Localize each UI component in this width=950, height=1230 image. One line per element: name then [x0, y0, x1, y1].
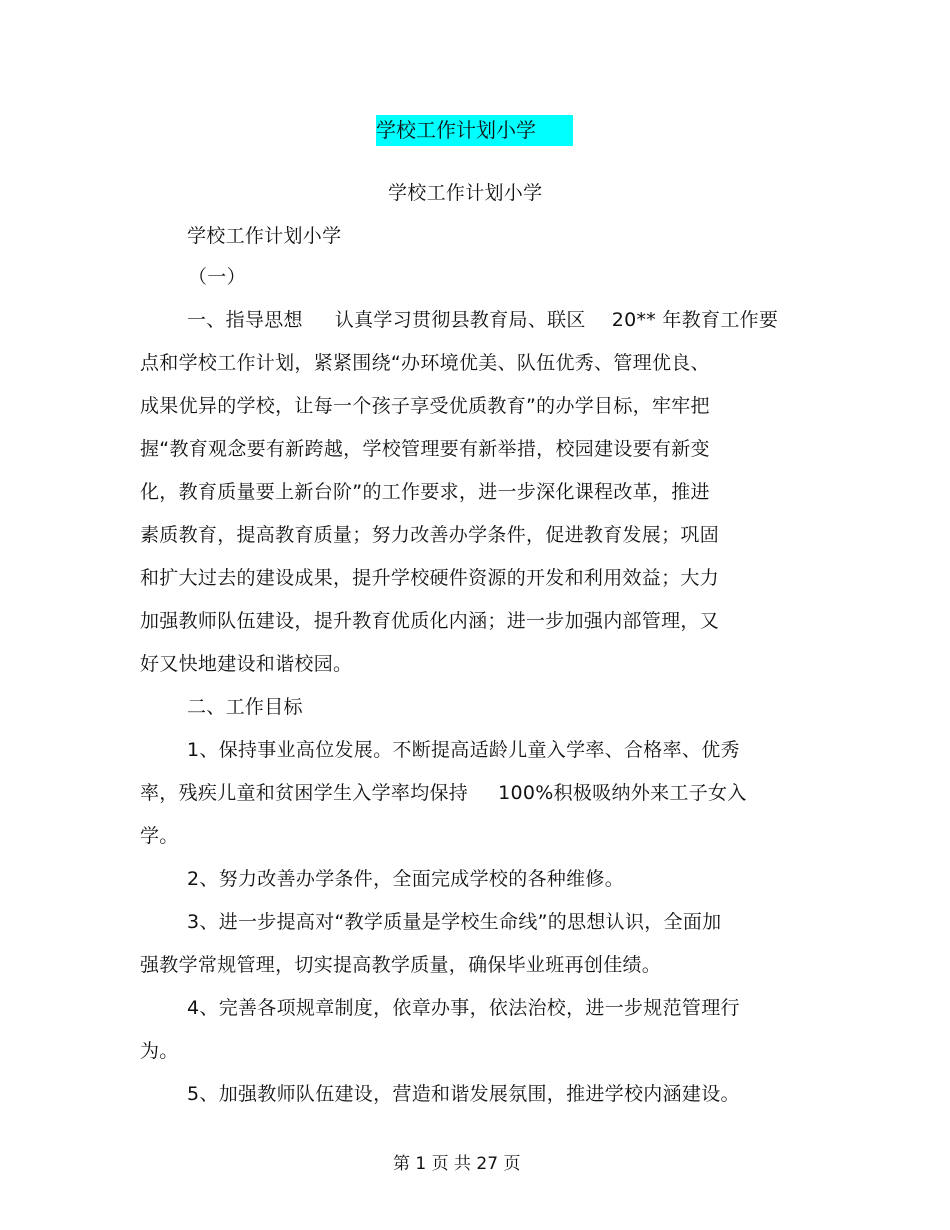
page-number: 第 1 页 共 27 页 — [393, 1154, 521, 1174]
paragraph-line: 3、进一步提高对“教学质量是学校生命线”的思想认识，全面加 — [187, 911, 722, 933]
text-segment: 率，残疾儿童和贫困学生入学率均保持 — [140, 782, 469, 804]
paragraph-line: 和扩大过去的建设成果，提升学校硬件资源的开发和利用效益；大力 — [140, 567, 720, 589]
document-subtitle: 学校工作计划小学 — [388, 182, 543, 204]
paragraph-line: 2、努力改善办学条件，全面完成学校的各种维修。 — [187, 868, 624, 890]
paragraph-line: 4、完善各项规章制度，依章办事，依法治校，进一步规范管理行 — [187, 997, 740, 1019]
paragraph-line: 1、保持事业高位发展。不断提高适龄儿童入学率、合格率、优秀 — [187, 739, 740, 761]
paragraph-line: 强教学常规管理，切实提高教学质量，确保毕业班再创佳绩。 — [140, 954, 662, 976]
paragraph-line — [140, 781, 747, 805]
paragraph-line: 素质教育，提高教育质量；努力改善办学条件，促进教育发展；巩固 — [140, 524, 720, 546]
paragraph-line: 好又快地建设和谐校园。 — [140, 653, 353, 675]
section-heading: 二、工作目标 — [187, 696, 303, 718]
paragraph-line: 化，教育质量要上新台阶”的工作要求，进一步深化课程改革，推进 — [140, 481, 710, 503]
heading-small: 学校工作计划小学 — [187, 225, 342, 247]
paragraph-line: 成果优异的学校，让每一个孩子享受优质教育”的办学目标，牢牢把 — [140, 395, 710, 417]
paragraph-line: 握“教育观念要有新跨越，学校管理要有新举措，校园建设要有新变 — [140, 438, 710, 460]
text-segment: 100%积极吸纳外来工子女入 — [498, 782, 747, 804]
text-segment: 20** 年教育工作要 — [611, 309, 779, 331]
text-segment: 认真学习贯彻县教育局、联区 — [334, 309, 586, 331]
paragraph-line — [187, 308, 778, 332]
paragraph-line: 加强教师队伍建设，提升教育优质化内涵；进一步加强内部管理，又 — [140, 610, 720, 632]
document-title: 学校工作计划小学 — [376, 118, 536, 142]
section-heading: 一、指导思想 — [187, 309, 303, 331]
paragraph-line: 点和学校工作计划，紧紧围绕“办环境优美、队伍优秀、管理优良、 — [140, 352, 710, 374]
section-marker: （一） — [188, 266, 246, 288]
paragraph-line: 为。 — [140, 1040, 179, 1062]
paragraph-line: 5、加强教师队伍建设，营造和谐发展氛围，推进学校内涵建设。 — [187, 1083, 740, 1105]
paragraph-line: 学。 — [140, 825, 179, 847]
